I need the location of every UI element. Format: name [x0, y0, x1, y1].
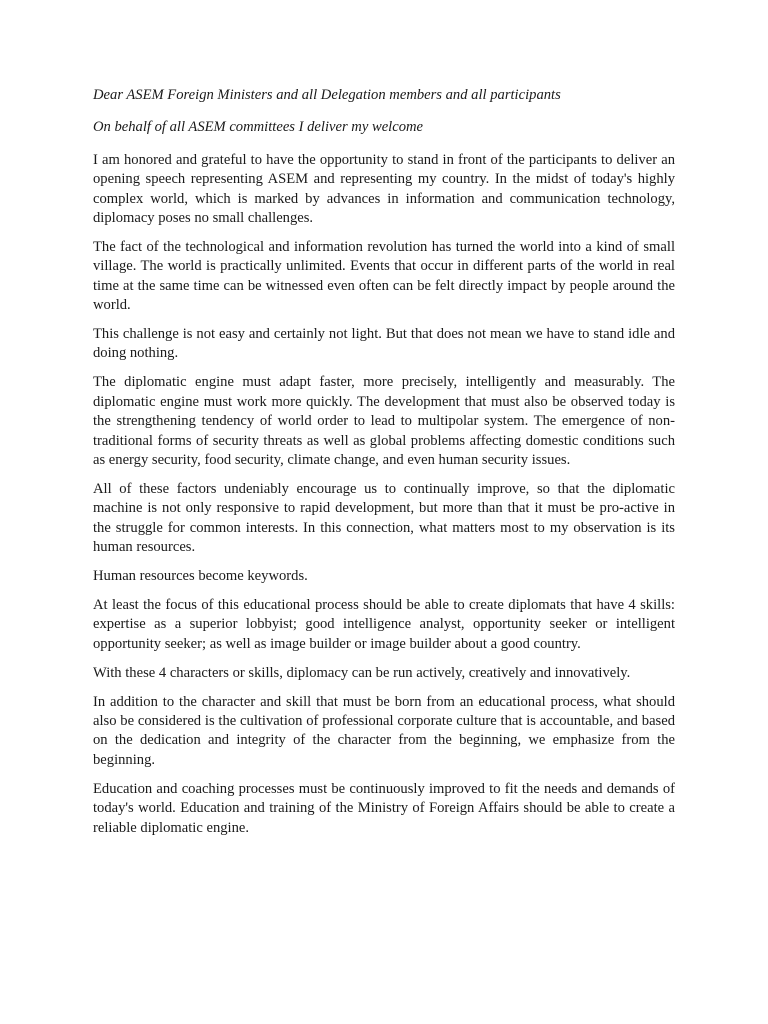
paragraph-8: With these 4 characters or skills, diplomacy can be run actively, creatively and innovatively. — [93, 664, 631, 681]
paragraph-5: All of these factors undeniably encourage us to continually improve, so that the diplomatic machine is not only responsive to rapid development, but more than that it must be pro-active in the struggle for common interests. In this connection, what matters most to my observation is its human resources. — [93, 480, 675, 556]
paragraph-9: In addition to the character and skill that must be born from an educational process, what should also be considered is the cultivation of professional corporate culture that is accountable, and based on the dedication and integrity of the character from the beginning, we emphasize from the beginning. — [93, 693, 675, 768]
paragraph-2: The fact of the technological and information revolution has turned the world into a kind of small village. The world is practically unlimited. Events that occur in different parts of the world in real time at the same time can be witnessed even often can be felt directly impact by people around the world. — [93, 238, 675, 314]
paragraph-10: Education and coaching processes must be continuously improved to fit the needs and demands of today's world. Education and training of the Ministry of Foreign Affairs should be able to create a reliable diplomatic engine. — [93, 780, 675, 836]
paragraph-1: I am honored and grateful to have the opportunity to stand in front of the participants to deliver an opening speech representing ASEM and representing my country. In the midst of today's highly complex world, which is marked by advances in information and communication technology, diplomacy poses no small challenges. — [93, 151, 675, 227]
paragraph-4: The diplomatic engine must adapt faster, more precisely, intelligently and measurably. The diplomatic engine must work more quickly. The development that must also be observed today is the strengthening tendency of world order to lead to multipolar system. The emergence of non-traditional forms of security threats as well as global problems affecting domestic conditions such as energy security, food security, climate change, and even human security issues. — [93, 374, 675, 468]
salutation: Dear ASEM Foreign Ministers and all Delegation members and all participants — [93, 87, 561, 103]
paragraph-7: At least the focus of this educational process should be able to create diplomats that have 4 skills: expertise as a superior lobbyist; good intelligence analyst, opportunity seeker or intelligent opportunity seeker; as well as image builder or image builder about a good country. — [93, 596, 675, 652]
paragraph-6: Human resources become keywords. — [93, 568, 308, 585]
greeting: On behalf of all ASEM committees I deliver my welcome — [93, 119, 424, 136]
paragraph-3: This challenge is not easy and certainly not light. But that does not mean we have to stand idle and doing nothing. — [93, 326, 675, 362]
document-page — [93, 86, 675, 847]
